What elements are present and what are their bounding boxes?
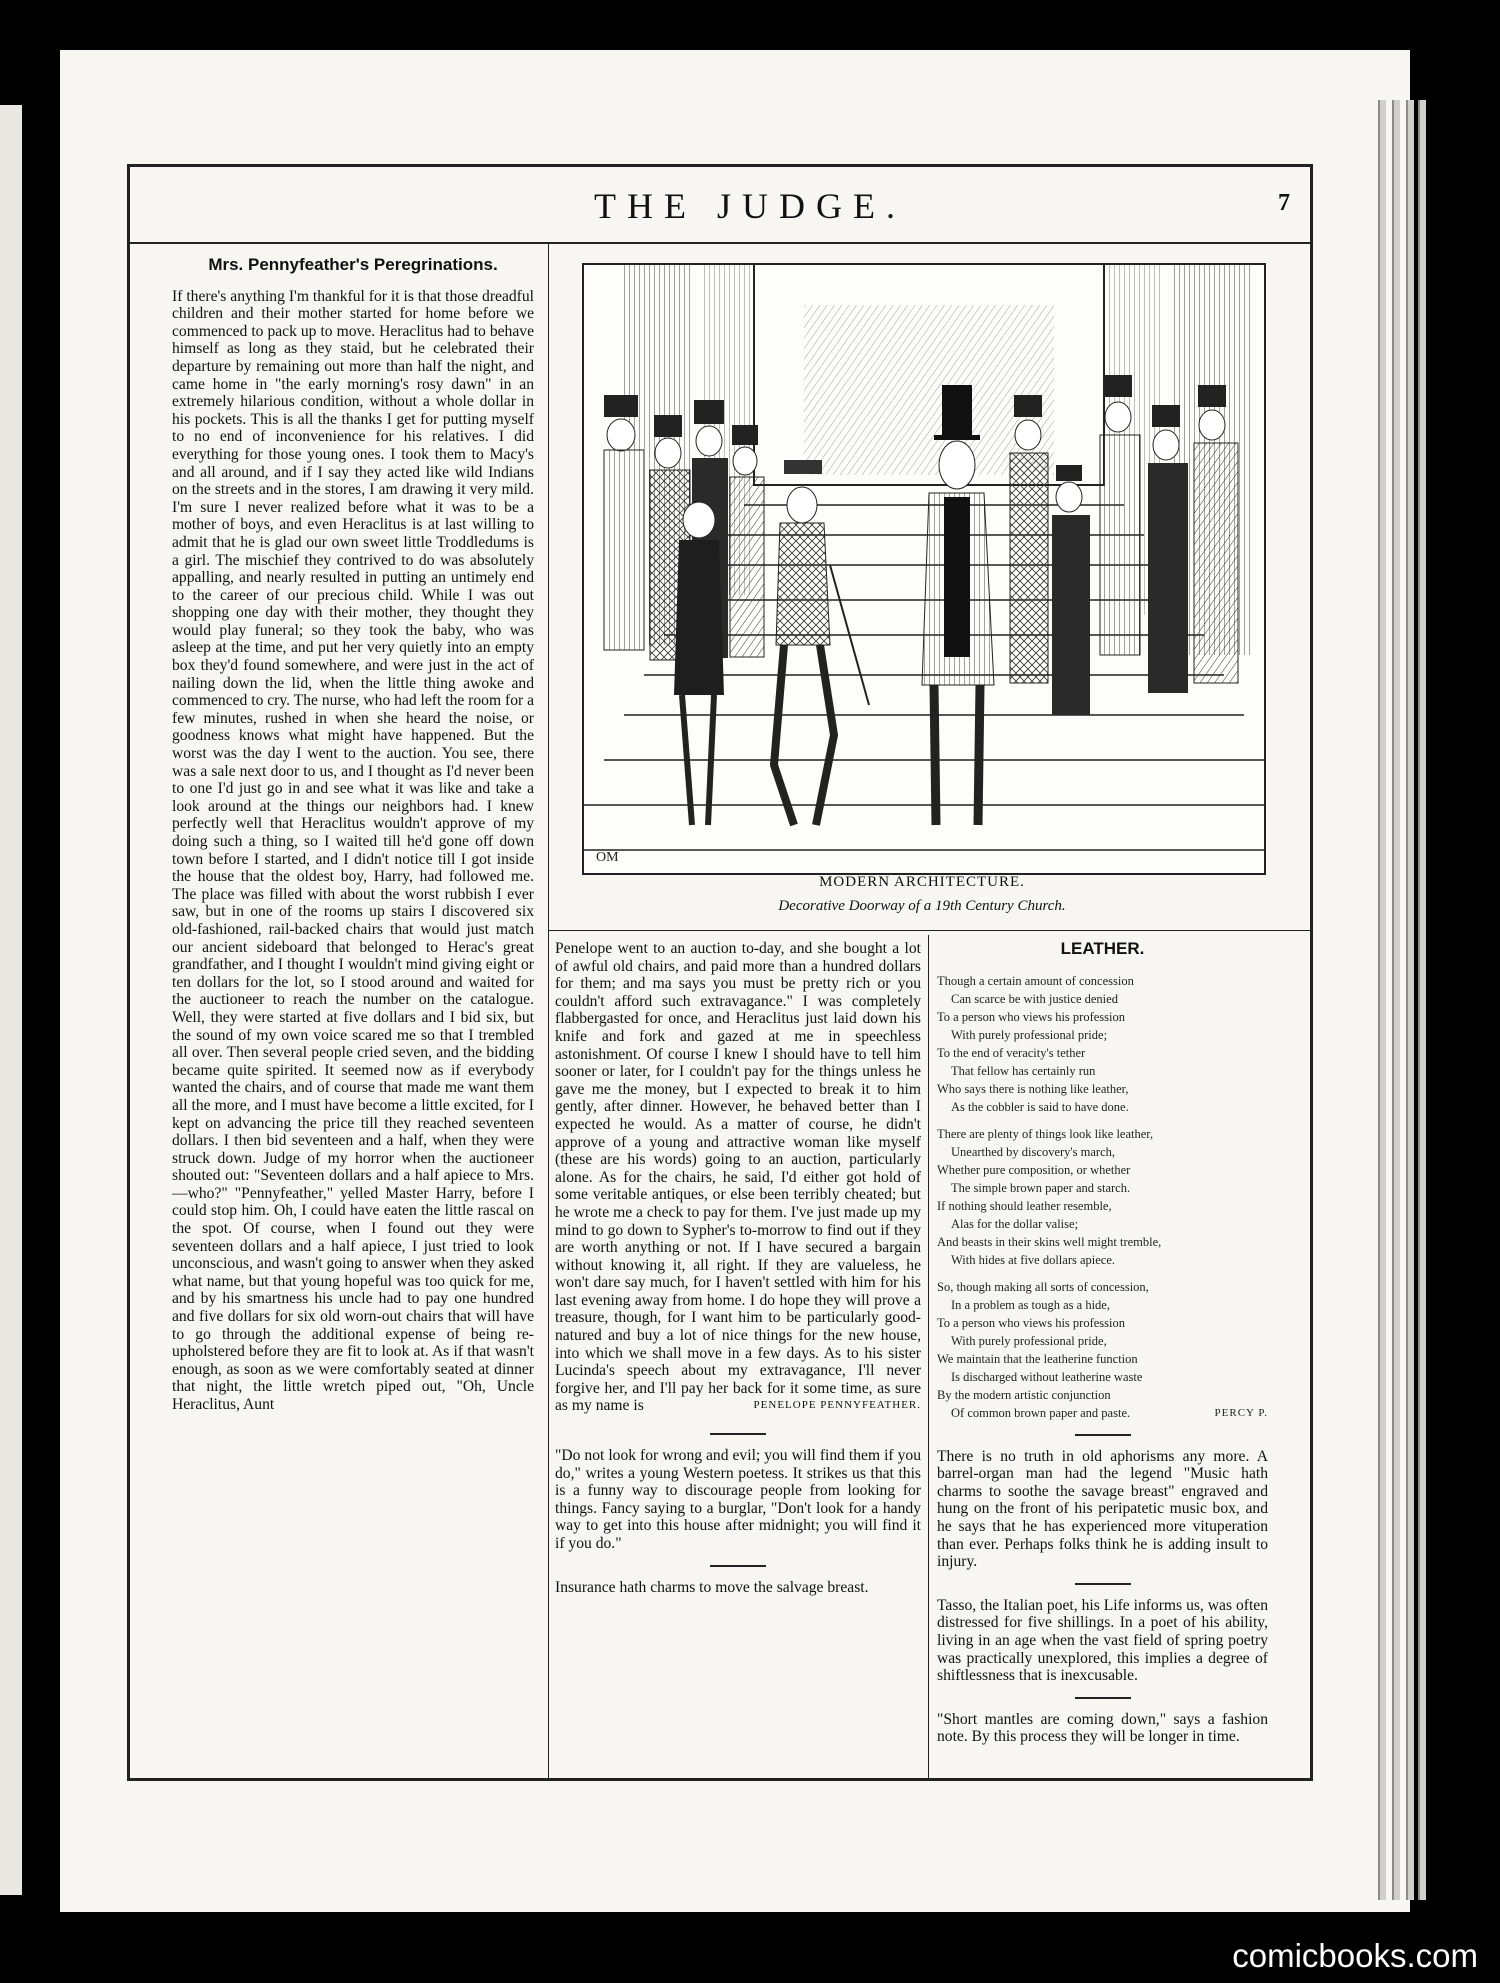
left-page-edge [0, 105, 22, 1895]
section-rule [1075, 1434, 1131, 1436]
church-doorway-drawing [584, 265, 1264, 873]
article-title: Mrs. Pennyfeather's Peregrinations. [208, 256, 498, 274]
poem-line: With hides at five dollars apiece. [951, 1252, 1116, 1267]
page-edges [1378, 100, 1458, 1900]
poem-author: PERCY P. [1214, 1406, 1268, 1419]
section-rule [710, 1565, 766, 1567]
poem-line: Though a certain amount of concession [937, 973, 1134, 988]
poem-line: Is discharged without leatherine waste [951, 1369, 1143, 1384]
illustration-caption-subtitle: Decorative Doorway of a 19th Century Church. [778, 898, 1066, 914]
poem-line: Whether pure composition, or whether [937, 1162, 1131, 1177]
poem-line: There are plenty of things look like leather, [937, 1126, 1154, 1141]
poem-line: And beasts in their skins well might tremble, [937, 1234, 1162, 1249]
poem-line: Who says there is nothing like leather, [937, 1081, 1129, 1096]
poem-title: LEATHER. [1060, 940, 1145, 958]
poem-stanza [937, 1125, 1268, 1269]
column-divider [928, 935, 929, 1781]
paragraph-insurance: Insurance hath charms to move the salvage breast. [555, 1578, 869, 1596]
article-paragraph [555, 940, 921, 1415]
illustration-modern-architecture [582, 263, 1266, 875]
article-column-3 [937, 940, 1268, 1775]
section-rule [1075, 1583, 1131, 1585]
column-divider [548, 244, 549, 1781]
poem-line: Can scarce be with justice denied [951, 991, 1118, 1006]
article-column-1 [172, 256, 534, 1771]
poem-line: Of common brown paper and paste. PERCY P. [951, 1405, 1268, 1420]
paragraph-short-mantles: "Short mantles are coming down," says a fashion note. By this process they will be longer in time. [937, 1710, 1268, 1746]
paragraph-wrong-and-evil: "Do not look for wrong and evil; you will find them if you do," writes a young Western poetess. It strikes us that this is a funny way to discourage people from looking for things. Fancy saying to a burglar, "Don't look for a handy way to get into this house after midnight; you will find it if you do." [555, 1447, 921, 1552]
poem-stanza [937, 972, 1268, 1116]
header-rule [127, 242, 1313, 244]
poem-line: To a person who views his profession [937, 1009, 1125, 1024]
poem-line: As the cobbler is said to have done. [951, 1099, 1129, 1114]
section-rule [1075, 1697, 1131, 1699]
poem-leather [937, 972, 1268, 1422]
poem-line: To the end of veracity's tether [937, 1045, 1086, 1060]
section-rule [710, 1433, 766, 1435]
paragraph-aphorisms: There is no truth in old aphorisms any more. A barrel-organ man had the legend "Music hath charms to soothe the savage breast" engraved and hung on the front of his peripatetic music box, and he says that he has experienced more vituperation than ever. Perhaps folks think he is adding insult to injury. [937, 1447, 1268, 1571]
illustration-caption-title: MODERN ARCHITECTURE. [819, 874, 1025, 890]
page-number: 7 [1278, 190, 1290, 216]
poem-line: With purely professional pride, [951, 1333, 1107, 1348]
svg-text:OM: OM [596, 850, 619, 865]
article-column-2 [555, 940, 921, 1775]
poem-line: To a person who views his profession [937, 1315, 1125, 1330]
poem-line: We maintain that the leatherine function [937, 1351, 1138, 1366]
poem-line: Alas for the dollar valise; [951, 1216, 1079, 1231]
poem-line: By the modern artistic conjunction [937, 1387, 1111, 1402]
poem-line: With purely professional pride; [951, 1027, 1108, 1042]
poem-line: In a problem as tough as a hide, [951, 1297, 1110, 1312]
masthead: THE JUDGE. [594, 186, 906, 226]
poem-line: That fellow has certainly run [951, 1063, 1096, 1078]
paragraph-tasso: Tasso, the Italian poet, his Life informs us, was often distressed for five shillings. In a poet of his ability, living in an age when the vast field of spring poetry was practically unexplored, this implies a degree of shiftlessness that is inexcusable. [937, 1596, 1268, 1685]
article-paragraph: If there's anything I'm thankful for it is that those dreadful children and their mother started for home before we commenced to pack up to move. Heraclitus had to behave himself as long as they staid, but he celebrated their departure by remaining out more than half the night, and came home in "the early morning's rosy dawn" in an extremely hilarious condition, without a whole dollar in his pockets. This is all the thanks I get for putting myself to no end of inconvenience for his relatives. I did everything for those young ones. I took them to Macy's and all around, and if I say they acted like wild Indians on the streets and in the stores, I am drawing it very mild. I'm sure I never realized before what it was to be a mother of boys, and even Heraclitus is at last willing to admit that he is glad our own sweet little Troddledums is a girl. The mischief they contrived to do was absolutely appalling, and nearly resulted in putting an untimely end to the career of our precious child. While I was out shopping one day with their mother, they thought they would play funeral; so they took the baby, who was asleep at the time, and put her very quietly into an empty box they'd found somewhere, and were just in the act of nailing down the lid, when the little thing awoke and commenced to cry. The nurse, who had left the room for a few minutes, rushed in when she heard the noise, or goodness knows what might have happened. But the worst was the day I went to the auction. You see, there was a sale next door to us, and I thought as I'd never been to one I'd just go in and see what it was like and take a look around at the things our neighbors had. I knew perfectly well that Heraclitus wouldn't approve of my doing such a thing, so I waited till he'd gone off down town before I started, and I didn't notice till I got inside the house that the oldest boy, Harry, had followed me. The place was filled with about the worst rubbish I ever saw, but in one of the rooms up stairs I discovered six old-fashioned, rail-backed chairs that would just match our ancient sideboard that belonged to Herac's great grandfather, and I thought I wouldn't mind giving eight or ten dollars for the lot, so I stood around and waited for the auctioneer to reach the number on the catalogue. Well, they were started at five dollars and I bid six, but the sound of my own voice scared me so that I trembled all over. Then several people cried seven, and the bidding became quite spirited. It seemed now as if everybody wanted the chairs, and of course that made me want them all the more, and I must have become a little excited, for I kept on advancing the price till they reached seventeen dollars. I then bid seventeen and a half, when they were struck down. Judge of my horror when the auctioneer shouted out: "Seventeen dollars and a half apiece to Mrs.—who?" "Pennyfeather," yelled Master Harry, before I could stop him. Oh, I could have eaten the little rascal on the spot. Of course, when I found out they were seventeen dollars and a half apiece, I just tried to look unconscious, and wasn't going to answer when they asked what name, but that young hopeful was too quick for me, and by his smartness his uncle had to pay one hundred and five dollars for six old worn-out chairs that will have to go through the additional expense of being re-upholstered before they are fit to look at. As if that wasn't enough, as soon as we were comfortably seated at dinner that night, the little wretch piped out, "Oh, Uncle Heraclitus, Aunt [172, 287, 534, 1413]
article-continuation: Penelope went to an auction to-day, and she bought a lot of awful old chairs, and paid more than a hundred dollars for them; and ma says you must be pretty rich or you couldn't afford such extravagance." I was completely flabbergasted for once, and Heraclitus just laid down his knife and fork and gazed at me in speechless astonishment. Of course I knew I should have to tell him sooner or later, for I couldn't pay for the things unless he gave me the money, but I expected to break it to him gently, after dinner. However, he behaved better than I expected he would. As a matter of course, he didn't approve of a young and attractive woman like myself (these are his words) going to an auction, particularly alone. As for the chairs, he said, I'd either got hold of some veritable antiques, or else been terribly cheated; but he wrote me a check to pay for them. I've just made up my mind to go down to Sypher's to-morrow to find out if they are worth anything or not. If I have secured a bargain without knowing it, all right. If they are valueless, he won't dare say much, for I haven't settled with him for his last evening away from home. I do hope they will prove a treasure, though, for I want him to be particularly good-natured and buy a lot of nice things for the new house, into which we shall move in a few days. As to his sister Lucinda's speech about my extravagance, I'll never forgive her, and I'll pay her back for it some time, as sure as my name is [555, 940, 921, 1415]
poem-stanza [937, 1278, 1268, 1422]
poem-line: If nothing should leather resemble, [937, 1198, 1112, 1213]
poem-line: The simple brown paper and starch. [951, 1180, 1131, 1195]
watermark: comicbooks.com [1232, 1937, 1478, 1974]
caption-rule [548, 930, 1313, 931]
poem-line: Unearthed by discovery's march, [951, 1144, 1116, 1159]
poem-line: So, though making all sorts of concession, [937, 1279, 1149, 1294]
article-signature: PENELOPE PENNYFEATHER. [753, 1399, 921, 1412]
